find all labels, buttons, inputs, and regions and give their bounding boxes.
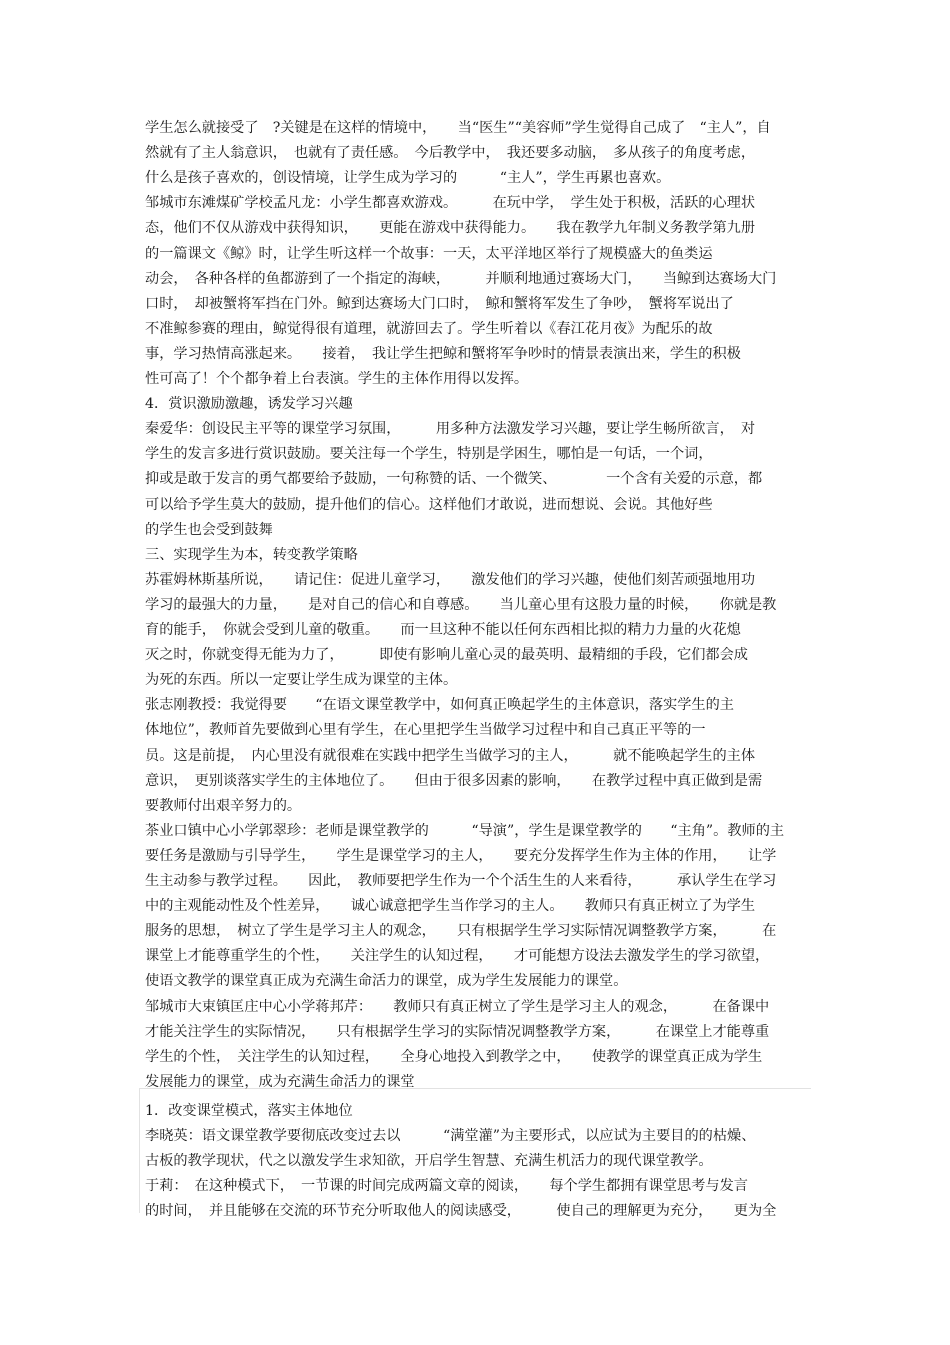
text-line: 的时间， 并且能够在交流的环节充分听取他人的阅读感受， 使自己的理解更为充分， 更为全: [145, 1203, 777, 1220]
text-line: 意识， 更别谈落实学生的主体地位了。 但由于很多因素的影响， 在教学过程中真正做到是需: [145, 772, 763, 789]
text-line: 为死的东西。所以一定要让学生成为课堂的主体。: [145, 672, 458, 689]
text-line: 动会， 各种各样的鱼都游到了一个指定的海峡， 并顺利地通过赛场大门， 当鲸到达赛场大门: [145, 270, 777, 287]
text-line: 于莉： 在这种模式下， 一节课的时间完成两篇文章的阅读， 每个学生都拥有课堂思考与发言: [145, 1178, 748, 1195]
text-line: 李晓英：语文课堂教学要彻底改变过去以 “满堂灌”为主要形式，以应试为主要目的的枯燥、: [145, 1128, 756, 1144]
text-line: 发展能力的课堂，成为充满生命活力的课堂: [145, 1073, 415, 1090]
text-line: 课堂上才能尊重学生的个性， 关注学生的认知过程， 才可能想方设法去激发学生的学习欲望，: [145, 948, 770, 965]
text-line: 三、实现学生为本，转变教学策略: [145, 546, 358, 563]
text-line: 秦爱华：创设民主平等的课堂学习氛围， 用多种方法激发学习兴趣，要让学生畅所欲言， 对: [145, 421, 756, 438]
text-line: 育的能手， 你就会受到儿童的敬重。 而一旦这种不能以任何东西相比拟的精力力量的火花熄: [145, 622, 741, 638]
text-line: 学生的发言多进行赏识鼓励。要关注每一个学生，特别是学困生，哪怕是一句话，一个词，: [145, 446, 713, 463]
text-line: 可以给予学生莫大的鼓励，提升他们的信心。这样他们才敢说，进而想说、会说。其他好些: [145, 496, 713, 513]
text-line: 事，学习热情高涨起来。 接着， 我让学生把鲸和蟹将军争吵时的情景表演出来，学生的积极: [145, 345, 741, 362]
text-line: 中的主观能动性及个性差异， 诚心诚意把学生当作学习的主人。 教师只有真正树立了为学生: [145, 898, 756, 915]
text-line: 要教师付出艰辛努力的。: [145, 797, 302, 814]
text-line: 学习的最强大的力量， 是对自己的信心和自尊感。 当儿童心里有这股力量的时候， 你就是教: [145, 596, 777, 613]
text-line: 灭之时，你就变得无能为力了， 即使有影响儿童心灵的最英明、最精细的手段，它们都会成: [145, 647, 748, 664]
text-line: 体地位”，教师首先要做到心里有学生，在心里把学生当做学习过程中和自己真正平等的一: [145, 722, 706, 739]
text-line: 不准鲸参赛的理由，鲸觉得很有道理，就游回去了。学生听着以《春江花月夜》为配乐的故: [145, 320, 713, 337]
text-line: 张志刚教授：我觉得要 “在语文课堂教学中，如何真正唤起学生的主体意识，落实学生的主: [145, 697, 734, 714]
text-line: 的学生也会受到鼓舞: [145, 521, 273, 538]
text-line: 口时， 却被蟹将军挡在门外。鲸到达赛场大门口时， 鲸和蟹将军发生了争吵， 蟹将军说出了: [145, 295, 734, 312]
text-line: 生主动参与教学过程。 因此， 教师要把学生作为一个个活生生的人来看待， 承认学生在学习: [145, 873, 777, 889]
text-line: 的一篇课文《鲸》时，让学生听这样一个故事：一天，太平洋地区举行了规模盛大的鱼类运: [145, 245, 713, 262]
text-line: 学生的个性， 关注学生的认知过程， 全身心地投入到教学之中， 使教学的课堂真正成为学生: [145, 1048, 763, 1065]
text-line: 员。这是前提， 内心里没有就很难在实践中把学生当做学习的主人， 就不能唤起学生的主体: [145, 747, 756, 764]
text-line: 古板的教学现状，代之以激发学生求知欲，开启学生智慧、充满生机活力的现代课堂教学。: [145, 1153, 713, 1170]
text-line: 邹城市东滩煤矿学校孟凡龙：小学生都喜欢游戏。 在玩中学， 学生处于积极，活跃的心理状: [145, 195, 756, 212]
text-line: 要任务是激励与引导学生， 学生是课堂学习的主人， 要充分发挥学生作为主体的作用， 让学: [145, 847, 777, 864]
text-line: 苏霍姆林斯基所说， 请记住：促进儿童学习， 激发他们的学习兴趣，使他们刻苦顽强地用功: [145, 571, 756, 588]
text-line: 然就有了主人翁意识， 也就有了责任感。 今后教学中， 我还要多动脑， 多从孩子的角度考虑，: [145, 145, 756, 162]
text-line: 服务的思想， 树立了学生是学习主人的观念， 只有根据学生学习实际情况调整教学方案， 在: [145, 923, 777, 940]
text-line: 抑或是敢于发言的勇气都要给予鼓励，一句称赞的话、一个微笑、 一个含有关爱的示意，都: [145, 471, 763, 488]
text-line: 1．改变课堂模式，落实主体地位: [145, 1102, 353, 1119]
text-line: 学生怎么就接受了 ?关键是在这样的情境中， 当“医生”“美容师”学生觉得自己成了 “主人”，自: [145, 120, 771, 136]
text-line: 性可高了！个个都争着上台表演。学生的主体作用得以发挥。: [145, 371, 529, 387]
text-line: 邹城市大束镇匡庄中心小学蒋邦芹： 教师只有真正树立了学生是学习主人的观念， 在备课中: [145, 998, 770, 1015]
text-line: 4．赏识激励激趣，诱发学习兴趣: [145, 396, 353, 413]
text-line: 茶业口镇中心小学郭翠珍：老师是课堂教学的 “导演”，学生是课堂教学的 “主角”。教师的主: [145, 822, 785, 839]
text-line: 才能关注学生的实际情况， 只有根据学生学习的实际情况调整教学方案， 在课堂上才能尊重: [145, 1023, 770, 1040]
text-line: 态，他们不仅从游戏中获得知识， 更能在游戏中获得能力。 我在教学九年制义务教学第九册: [145, 220, 756, 237]
text-line: 使语文教学的课堂真正成为充满生命活力的课堂，成为学生发展能力的课堂。: [145, 973, 628, 990]
text-line: 什么是孩子喜欢的，创设情境，让学生成为学习的 “主人”，学生再累也喜欢。: [145, 170, 671, 187]
